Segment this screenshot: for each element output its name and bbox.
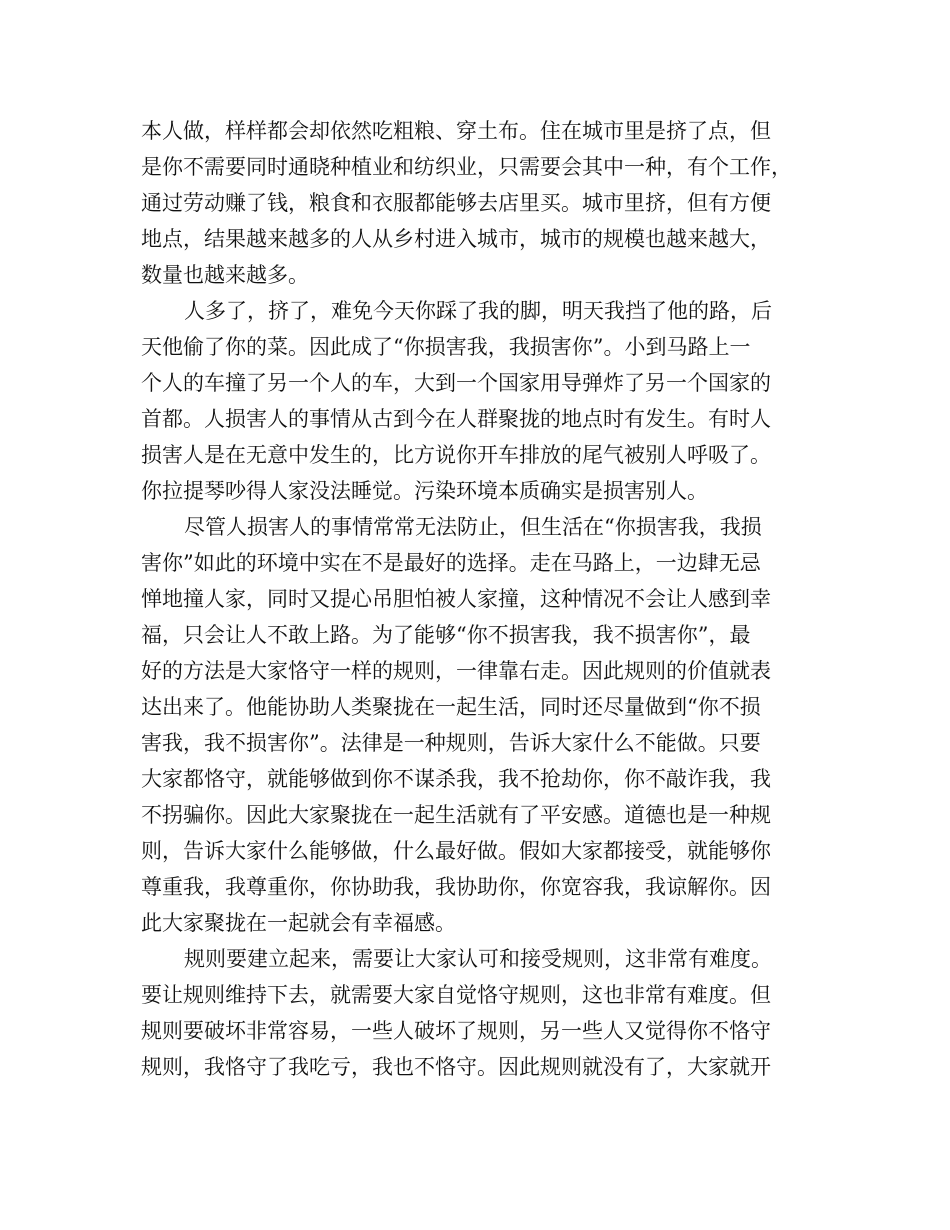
text-line: 是你不需要同时通晓种植业和纺织业，只需要会其中一种，有个工作， bbox=[141, 155, 792, 179]
text-line: 害你”如此的环境中实在不是最好的选择。走在马路上，一边肆无忌 bbox=[141, 551, 761, 575]
text-line: 尊重我，我尊重你，你协助我，我协助你，你宽容我，我谅解你。因 bbox=[141, 875, 771, 899]
text-line: 达出来了。他能协助人类聚拢在一起生活，同时还尽量做到“你不损 bbox=[141, 695, 761, 719]
text-line: 首都。人损害人的事情从古到今在人群聚拢的地点时有发生。有时人 bbox=[141, 407, 771, 431]
text-line: 天他偷了你的菜。因此成了“你损害我，我损害你”。小到马路上一 bbox=[141, 335, 751, 359]
text-line: 个人的车撞了另一个人的车，大到一个国家用导弹炸了另一个国家的 bbox=[141, 371, 771, 395]
paragraph-first-line: 人多了，挤了，难免今天你踩了我的脚，明天我挡了他的路，后 bbox=[184, 299, 772, 323]
text-line: 规则，我恪守了我吃亏，我也不恪守。因此规则就没有了，大家就开 bbox=[141, 1055, 771, 1079]
text-line: 本人做，样样都会却依然吃粗粮、穿土布。住在城市里是挤了点，但 bbox=[141, 119, 771, 143]
text-line: 此大家聚拢在一起就会有幸福感。 bbox=[141, 911, 456, 935]
text-line: 不拐骗你。因此大家聚拢在一起生活就有了平安感。道德也是一种规 bbox=[141, 803, 771, 827]
text-line: 好的方法是大家恪守一样的规则，一律靠右走。因此规则的价值就表 bbox=[141, 659, 771, 683]
text-line: 大家都恪守，就能够做到你不谋杀我，我不抢劫你，你不敲诈我，我 bbox=[141, 767, 771, 791]
text-line: 惮地撞人家，同时又提心吊胆怕被人家撞，这种情况不会让人感到幸 bbox=[141, 587, 771, 611]
text-line: 损害人是在无意中发生的，比方说你开车排放的尾气被别人呼吸了。 bbox=[141, 443, 771, 467]
text-line: 福，只会让人不敢上路。为了能够“你不损害我，我不损害你”，最 bbox=[141, 623, 751, 647]
paragraph-first-line: 规则要建立起来，需要让大家认可和接受规则，这非常有难度。 bbox=[184, 947, 772, 971]
text-line: 地点，结果越来越多的人从乡村进入城市，城市的规模也越来越大， bbox=[141, 227, 771, 251]
text-line: 数量也越来越多。 bbox=[141, 263, 309, 287]
text-line: 要让规则维持下去，就需要大家自觉恪守规则，这也非常有难度。但 bbox=[141, 983, 771, 1007]
text-line: 害我，我不损害你”。法律是一种规则，告诉大家什么不能做。只要 bbox=[141, 731, 761, 755]
text-line: 通过劳动赚了钱，粮食和衣服都能够去店里买。城市里挤，但有方便 bbox=[141, 191, 771, 215]
paragraph-first-line: 尽管人损害人的事情常常无法防止，但生活在“你损害我，我损 bbox=[184, 515, 762, 539]
text-line: 你拉提琴吵得人家没法睡觉。污染环境本质确实是损害别人。 bbox=[141, 479, 708, 503]
text-line: 规则要破坏非常容易，一些人破坏了规则，另一些人又觉得你不恪守 bbox=[141, 1019, 771, 1043]
text-line: 则，告诉大家什么能够做，什么最好做。假如大家都接受，就能够你 bbox=[141, 839, 771, 863]
